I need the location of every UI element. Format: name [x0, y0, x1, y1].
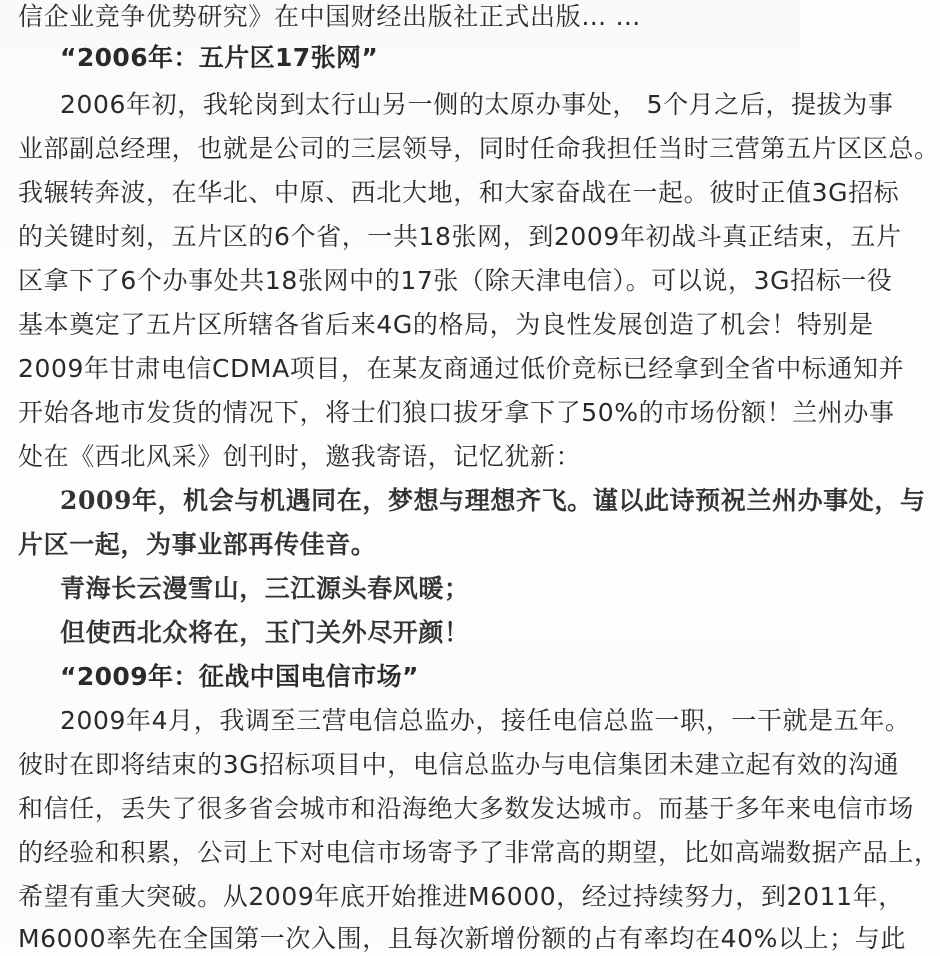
text-line: 区拿下了6个办事处共18张网中的17张（除天津电信）。可以说，3G招标一役 [18, 266, 893, 295]
poem-line: 青海长云漫雪山，三江源头春风暖； [60, 574, 470, 603]
text-line: 2009年4月，我调至三营电信总监办，接任电信总监一职，一干就是五年。 [60, 706, 911, 735]
text-line: 业部副总经理，也就是公司的三层领导，同时任命我担任当时三营第五片区区总。 [18, 134, 940, 163]
text-line: 基本奠定了五片区所辖各省后来4G的格局，为良性发展创造了机会！特别是 [18, 310, 874, 339]
text-line: 的关键时刻，五片区的6个省，一共18张网，到2009年初战斗真正结束，五片 [18, 222, 902, 251]
text-line: 和信任，丢失了很多省会城市和沿海绝大多数发达城市。而基于多年来电信市场 [18, 794, 915, 823]
text-line: 我辗转奔波，在华北、中原、西北大地，和大家奋战在一起。彼时正值3G招标 [18, 178, 900, 207]
text-line: 2009年甘肃电信CDMA项目，在某友商通过低价竞标已经拿到全省中标通知并 [18, 354, 905, 383]
text-line: 的经验和积累，公司上下对电信市场寄予了非常高的期望，比如高端数据产品上， [18, 838, 940, 867]
text-line: 信企业竞争优势研究》在中国财经出版社正式出版… … [18, 2, 641, 31]
text-line: 开始各地市发货的情况下，将士们狼口拔牙拿下了50%的市场份额！兰州办事 [18, 398, 895, 427]
quote-line: 片区一起，为事业部再传佳音。 [18, 530, 377, 559]
text-line: M6000率先在全国第一次入围，且每次新增份额的占有率均在40%以上；与此 [18, 924, 906, 953]
text-line: 处在《西北风采》创刊时，邀我寄语，记忆犹新： [18, 442, 582, 471]
text-line: 2006年初，我轮岗到太行山另一侧的太原办事处， 5个月之后，提拔为事 [60, 90, 894, 119]
text-line: 希望有重大突破。从2009年底开始推进M6000，经过持续努力，到2011年， [18, 882, 904, 911]
text-line: 彼时在即将结束的3G招标项目中，电信总监办与电信集团未建立起有效的沟通 [18, 750, 900, 779]
section-heading-2006: “2006年：五片区17张网” [60, 43, 379, 72]
section-heading-2009: “2009年：征战中国电信市场” [60, 662, 419, 691]
quote-line: 2009年，机会与机遇同在，梦想与理想齐飞。谨以此诗预祝兰州办事处，与 [60, 486, 926, 515]
poem-line: 但使西北众将在，玉门关外尽开颜！ [60, 618, 470, 647]
